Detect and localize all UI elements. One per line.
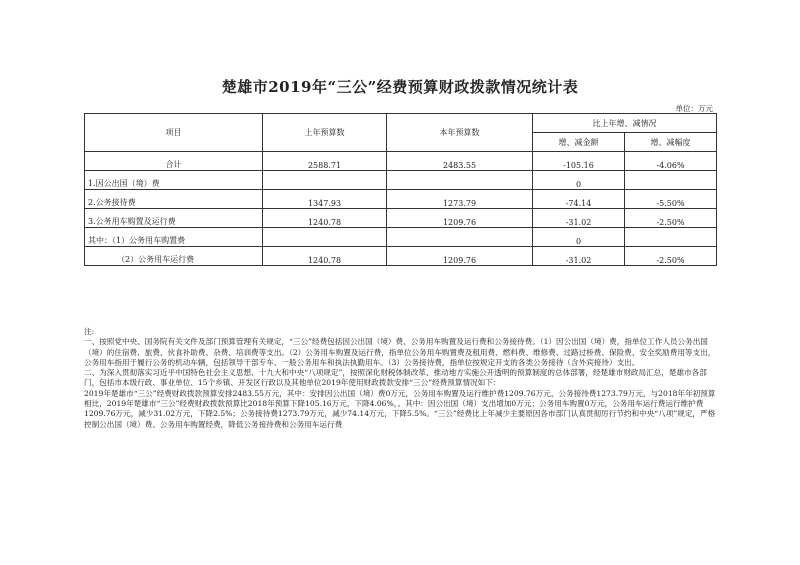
note-paragraph-2: 二、为深入贯彻落实习近平中国特色社会主义思想、十九大和中央“八项规定”，按照深化财税体制改革、推动地方实施公开透明的预算制度的总体部署，经楚雄市财政局汇总，楚雄市各部门，包括市本级行政、事业单位、15个乡镇、开发区行政以及其他单位2019年使用财政拨款安排“三公”经费预算情况如下： (84, 368, 707, 388)
header-row (85, 114, 717, 133)
budget-table (84, 113, 717, 266)
cell-rate: -4.06% (625, 152, 717, 171)
note-paragraph-1: 一、按照党中央、国务院有关文件及部门预算管理有关规定，“三公”经费包括因公出国（境）费、公务用车购置及运行费和公务接待费。（1）因公出国（境）费，指单位工作人员公务出国（境）的住宿费、旅费、伙食补助费、杂费、培训费等支出。（2）公务用车购置及运行费，指单位公务用车购置费及租用费、燃料费、维修费、过路过桥费、保险费、安全奖励费用等支出，公务用车指用于履行公务的机动车辆，包括领导干部专车、一般公务用车和执法执勤用车。（3）公务接待费，指单位按规定开支的各类公务接待（含外宾接待）支出。 (84, 337, 716, 367)
cell-amount: 0 (533, 171, 625, 190)
cell-this: 2483.55 (387, 152, 533, 171)
cell-this: 1273.79 (387, 190, 533, 209)
cell-item: 2.公务接待费 (85, 190, 263, 209)
cell-last: 1240.78 (263, 247, 387, 266)
header-item: 项目 (85, 114, 263, 152)
notes-label: 注: (84, 327, 95, 336)
cell-item: 1.因公出国（境）费 (85, 171, 263, 190)
cell-rate: -5.50% (625, 190, 717, 209)
cell-this: 1209.76 (387, 209, 533, 228)
table-row (85, 247, 717, 266)
cell-last: 1240.78 (263, 209, 387, 228)
cell-item: 合计 (85, 152, 263, 171)
header-this-year: 本年预算数 (387, 114, 533, 152)
cell-item: 其中：（1）公务用车购置费 (85, 228, 263, 247)
cell-item: 3.公务用车购置及运行费 (85, 209, 263, 228)
cell-rate (625, 228, 717, 247)
table-row (85, 152, 717, 171)
cell-rate: -2.50% (625, 209, 717, 228)
header-compare: 比上年增、减情况 (533, 114, 717, 133)
cell-this (387, 171, 533, 190)
cell-item: （2）公务用车运行费 (85, 247, 263, 266)
notes-section (84, 327, 718, 430)
header-rate: 增、减幅度 (625, 133, 717, 152)
page-title: 楚雄市2019年“三公”经费预算财政拨款情况统计表 (221, 78, 579, 96)
cell-amount: -74.14 (533, 190, 625, 209)
note-paragraph-3: 2019年楚雄市“三公”经费财政拨款预算安排2483.55万元，其中：安排因公出国（境）费0万元，公务用车购置及运行维护费1209.76万元，公务接待费1273.79万元，与2018年年初预算相比，2019年楚雄市“三公”经费财政拨款预算比2018年预算下降105.16万元，下降4.06%，。其中：因公出国（境）支出增加0万元；公务用车购置0万元，公务用车运行费运行维护费1209.76万元，减少31.02万元，下降2.5%；公务接待费1273.79万元，减少74.14万元，下降5.5%。“三公”经费比上年减少主要原因各市部门认真贯彻厉行节约和中央“八项”规定，严格控制公出国（境）费、公务用车购置经费，降低公务接待费和公务用车运行费 (84, 388, 716, 429)
cell-amount: -105.16 (533, 152, 625, 171)
cell-amount: -31.02 (533, 209, 625, 228)
unit-label: 单位：万元 (675, 104, 713, 113)
cell-amount: 0 (533, 228, 625, 247)
cell-rate: -2.50% (625, 247, 717, 266)
table-row (85, 209, 717, 228)
cell-amount: -31.02 (533, 247, 625, 266)
cell-last: 2588.71 (263, 152, 387, 171)
table-row (85, 171, 717, 190)
header-last-year: 上年预算数 (263, 114, 387, 152)
cell-last: 1347.93 (263, 190, 387, 209)
table-row (85, 228, 717, 247)
cell-last (263, 171, 387, 190)
cell-rate (625, 171, 717, 190)
cell-this: 1209.76 (387, 247, 533, 266)
table-row (85, 190, 717, 209)
cell-this (387, 228, 533, 247)
cell-last (263, 228, 387, 247)
header-amount: 增、减金额 (533, 133, 625, 152)
